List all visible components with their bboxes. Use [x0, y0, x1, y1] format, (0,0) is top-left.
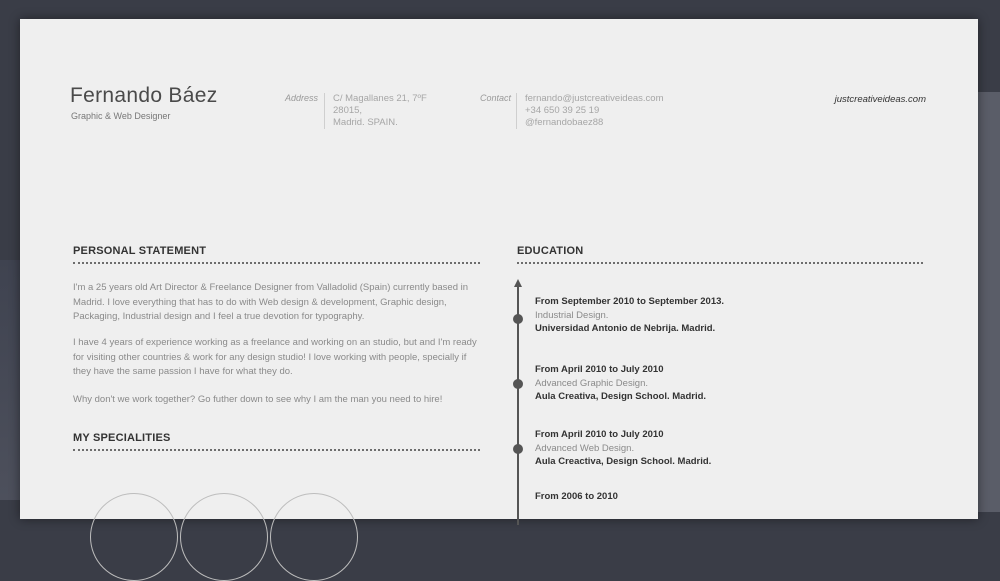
education-course: Advanced Web Design. [535, 442, 635, 454]
education-dates: From April 2010 to July 2010 [535, 429, 664, 440]
contact-block [516, 93, 664, 129]
statement-paragraph: I'm a 25 years old Art Director & Freelance Designer from Valladolid (Spain) currently based in Madrid. I love everything that has to do with Web design & development, Graphic design, Packaging, Industrial design and I feel a true devotion for typography. [73, 282, 469, 323]
address-line: C/ Magallanes 21, 7ºF [333, 93, 427, 104]
education-school: Universidad Antonio de Nebrija. Madrid. [535, 323, 716, 335]
statement-paragraph: I have 4 years of experience working as a freelance and working on an studio, but and I'm ready for visiting other countries & work for any design studio! I love working with people, specially if they have the same passion I have for what they do. [73, 337, 477, 378]
education-entry [535, 428, 711, 469]
background-page-edge [978, 92, 1000, 512]
statement-paragraph: Why don't we work together? Go futher down to see why I am the man you need to hire! [73, 394, 443, 405]
speciality-circle [180, 493, 268, 581]
education-heading: EDUCATION [517, 245, 923, 264]
contact-email[interactable]: fernando@justcreativeideas.com [525, 93, 664, 104]
education-entry [535, 363, 706, 404]
speciality-circle [270, 493, 358, 581]
address-label: Address [284, 93, 318, 103]
education-dates: From September 2010 to September 2013. [535, 296, 725, 307]
resume-page [20, 19, 978, 519]
specialities-heading: MY SPECIALITIES [73, 432, 480, 451]
website-link[interactable]: justcreativeideas.com [834, 94, 926, 105]
contact-twitter[interactable]: @fernandobaez88 [525, 117, 604, 128]
education-dates: From April 2010 to July 2010 [535, 364, 664, 375]
contact-phone: +34 650 39 25 19 [525, 105, 600, 116]
timeline-dot [513, 379, 523, 389]
education-course: Industrial Design. [535, 309, 609, 321]
timeline-dot [513, 444, 523, 454]
education-course: Advanced Graphic Design. [535, 377, 649, 389]
address-line: Madrid. SPAIN. [333, 117, 398, 128]
resume-name: Fernando Báez [70, 84, 218, 107]
education-dates: From 2006 to 2010 [535, 491, 618, 502]
education-entry [535, 490, 618, 504]
education-school: Aula Creativa, Design School. Madrid. [535, 391, 707, 403]
address-line: 28015, [333, 105, 363, 116]
education-school: Aula Creactiva, Design School. Madrid. [535, 456, 712, 468]
contact-label: Contact [479, 93, 511, 103]
resume-role: Graphic & Web Designer [71, 111, 171, 121]
timeline-dot [513, 314, 523, 324]
personal-statement-heading: PERSONAL STATEMENT [73, 245, 480, 264]
speciality-circle [90, 493, 178, 581]
education-entry [535, 295, 724, 336]
address-block [324, 93, 427, 129]
